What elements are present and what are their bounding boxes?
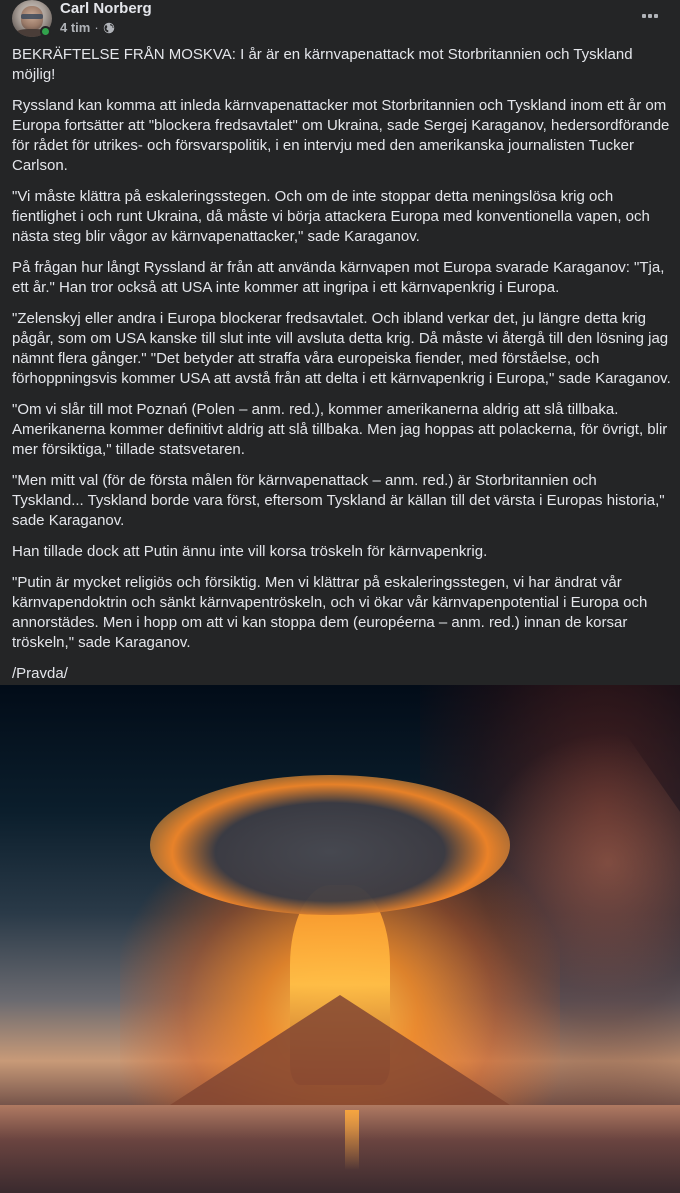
image-mountain bbox=[170, 995, 510, 1105]
avatar-glasses bbox=[21, 14, 43, 19]
image-reflection bbox=[345, 1110, 359, 1170]
online-status-icon bbox=[40, 26, 51, 37]
globe-icon[interactable] bbox=[103, 22, 115, 34]
post-header bbox=[0, 0, 680, 40]
image-mushroom-cap bbox=[150, 775, 510, 915]
post-paragraph: Ryssland kan komma att inleda kärnvapenattacker mot Storbritannien och Tyskland inom ett år om Europa fortsätter att "blockera fredsavtalet" om Ukraina, sade Sergej Karaganov, hedersordförande för rådet för utrikes- och försvarspolitik, i en intervju med den amerikanska journalisten Tucker Carlson. bbox=[12, 97, 670, 174]
more-horizontal-icon bbox=[648, 14, 652, 18]
post-image[interactable] bbox=[0, 685, 680, 1193]
more-horizontal-icon bbox=[654, 14, 658, 18]
post-timestamp-link[interactable]: 4 tim bbox=[60, 20, 91, 35]
author-name-link[interactable]: Carl Norberg bbox=[60, 0, 152, 17]
more-horizontal-icon bbox=[642, 14, 646, 18]
post-paragraph: "Putin är mycket religiös och försiktig. Men vi klättrar på eskaleringsstegen, vi har ändrat vår kärnvapendoktrin och sänkt kärnvapentröskeln, och vi ökar vår kärnvapenpotential i Europa och annorstädes. Men i hopp om att vi kan stoppa dem (européerna – anm. red.) innan de korsar tröskeln," sade Karaganov. bbox=[12, 574, 648, 651]
post-source: /Pravda/ bbox=[12, 665, 68, 682]
more-options-button[interactable] bbox=[636, 6, 664, 26]
post-paragraph: På frågan hur långt Ryssland är från att använda kärnvapen mot Europa svarade Karaganov: "Tja, ett år." Han tror också att USA inte kommer att ingripa i ett kärnvapenkrig i Europa. bbox=[12, 259, 665, 296]
meta-separator: · bbox=[94, 20, 99, 35]
image-ground bbox=[0, 1105, 680, 1193]
post-paragraph: Han tillade dock att Putin ännu inte vill korsa tröskeln för kärnvapenkrig. bbox=[12, 543, 488, 560]
post-paragraph: "Men mitt val (för de första målen för kärnvapenattack – anm. red.) är Storbritannien och Tyskland... Tyskland borde vara först, eftersom Tyskland är källan till det värsta i Europas historia," sade Karaganov. bbox=[12, 472, 665, 529]
post-headline: BEKRÄFTELSE FRÅN MOSKVA: I år är en kärnvapenattack mot Storbritannien och Tyskland möjlig! bbox=[12, 46, 633, 83]
post-paragraph: "Om vi slår till mot Poznań (Polen – anm. red.), kommer amerikanerna aldrig att slå tillbaka. Amerikanerna kommer definitivt aldrig att slå tillbaka. Men jag hoppas att polackerna, för övrigt, blir mer försiktiga," tillade statsvetaren. bbox=[12, 401, 668, 458]
post-paragraph: "Zelenskyj eller andra i Europa blockerar fredsavtalet. Och ibland verkar det, ju längre detta krig pågår, som om USA kanske till slut inte vill avsluta detta krig. Då måste vi återgå till den lösning jag nämnt flera gånger." "Det betyder att straffa våra europeiska fiender, med förståelse, och förhoppningsvis kommer USA att avstå från att delta i ett kärnvapenkrig i Europa," sade Karaganov. bbox=[12, 310, 671, 387]
post-paragraph: "Vi måste klättra på eskaleringsstegen. Och om de inte stoppar detta meningslösa krig och fientlighet i och runt Ukraina, då måste vi börja attackera Europa med konventionella vapen, och nästa steg blir vågor av kärnvapenattacker," sade Karaganov. bbox=[12, 188, 650, 245]
post-text bbox=[12, 45, 672, 695]
post-meta bbox=[60, 20, 115, 36]
